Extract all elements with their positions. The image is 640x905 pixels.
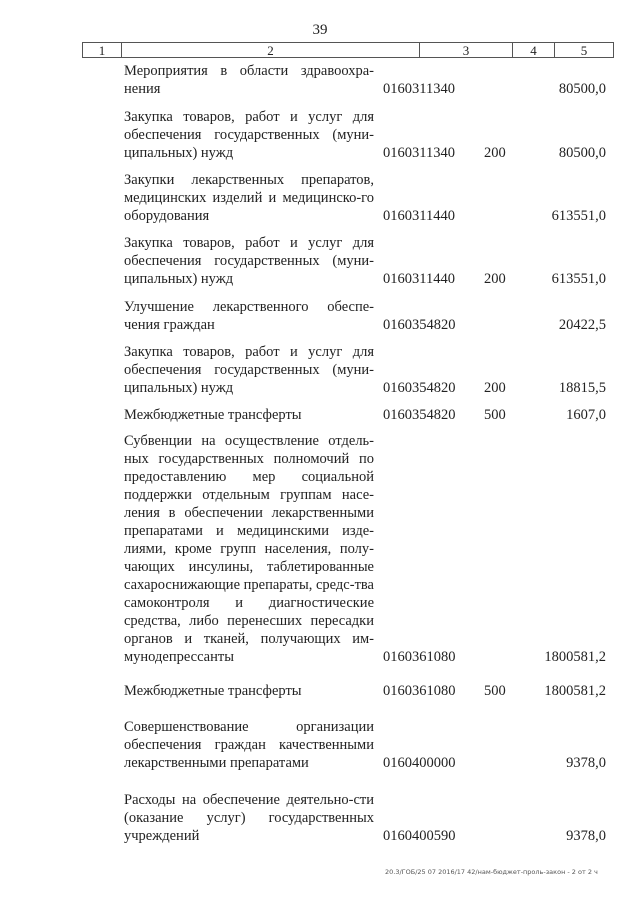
header-col-4: 4: [512, 42, 555, 58]
row-type: 200: [484, 380, 506, 396]
row-amount: 9378,0: [566, 755, 606, 771]
row-amount: 1800581,2: [544, 649, 606, 665]
row-amount: 613551,0: [551, 271, 606, 287]
header-col-3: 3: [419, 42, 513, 58]
row-name: Улучшение лекарственного обеспе-чения граждан: [124, 299, 374, 333]
row-code: 0160311440: [383, 208, 455, 224]
row-code: 0160311440: [383, 271, 455, 287]
row-type: 200: [484, 271, 506, 287]
row-name: Межбюджетные трансферты: [124, 407, 302, 423]
row-name: Расходы на обеспечение деятельно-сти (оказание услуг) государственных учреждений: [124, 792, 374, 844]
row-code: 0160354820: [383, 380, 456, 396]
header-col-5: 5: [554, 42, 614, 58]
header-col-1: 1: [82, 42, 122, 58]
page-number: 39: [312, 22, 328, 38]
header-col-2: 2: [121, 42, 420, 58]
row-code: 0160361080: [383, 683, 456, 699]
row-code: 0160354820: [383, 317, 456, 333]
row-name: Субвенции на осуществление отдель-ных государственных полномочий по предоставлению мер социальной поддержки отдельным группам насе-ления в обеспечении лекарственными препаратами и медицинскими изде-лиями, кроме групп населения, полу-чающих инсулины, таблетированные сахароснижающие препараты, средс-тва самоконтроля и диагностические средства, либо перенесших пересадки органов и тканей, получающих им-мунодепрессанты: [124, 433, 374, 665]
row-code: 0160361080: [383, 649, 456, 665]
row-amount: 80500,0: [558, 145, 606, 161]
row-code: 0160400000: [383, 755, 456, 771]
row-name: Закупки лекарственных препаратов, медицинских изделий и медицинско-го оборудования: [124, 172, 374, 224]
row-amount: 20422,5: [558, 317, 606, 333]
document-footer-code: 20.3/ГОБ/25 07 2016/17 42/нам-бюджет-проль-закон - 2 от 2 ч: [385, 868, 598, 876]
row-name: Закупка товаров, работ и услуг для обеспечения государственных (муни-ципальных) нужд: [124, 235, 374, 287]
table-header: [82, 42, 614, 58]
row-amount: 613551,0: [551, 208, 606, 224]
row-type: 500: [484, 407, 506, 423]
row-name: Мероприятия в области здравоохра-нения: [124, 63, 374, 97]
row-type: 200: [484, 145, 506, 161]
row-name: Межбюджетные трансферты: [124, 683, 302, 699]
row-amount: 80500,0: [558, 81, 606, 97]
row-amount: 1607,0: [566, 407, 606, 423]
row-code: 0160311340: [383, 81, 455, 97]
row-type: 500: [484, 683, 506, 699]
row-code: 0160400590: [383, 828, 456, 844]
row-name: Закупка товаров, работ и услуг для обеспечения государственных (муни-ципальных) нужд: [124, 344, 374, 396]
row-code: 0160354820: [383, 407, 456, 423]
row-amount: 18815,5: [558, 380, 606, 396]
row-code: 0160311340: [383, 145, 455, 161]
row-amount: 9378,0: [566, 828, 606, 844]
row-name: Закупка товаров, работ и услуг для обеспечения государственных (муни-ципальных) нужд: [124, 109, 374, 161]
row-amount: 1800581,2: [544, 683, 606, 699]
row-name: Совершенствование организации обеспечения граждан качественными лекарственными препаратами: [124, 719, 374, 771]
